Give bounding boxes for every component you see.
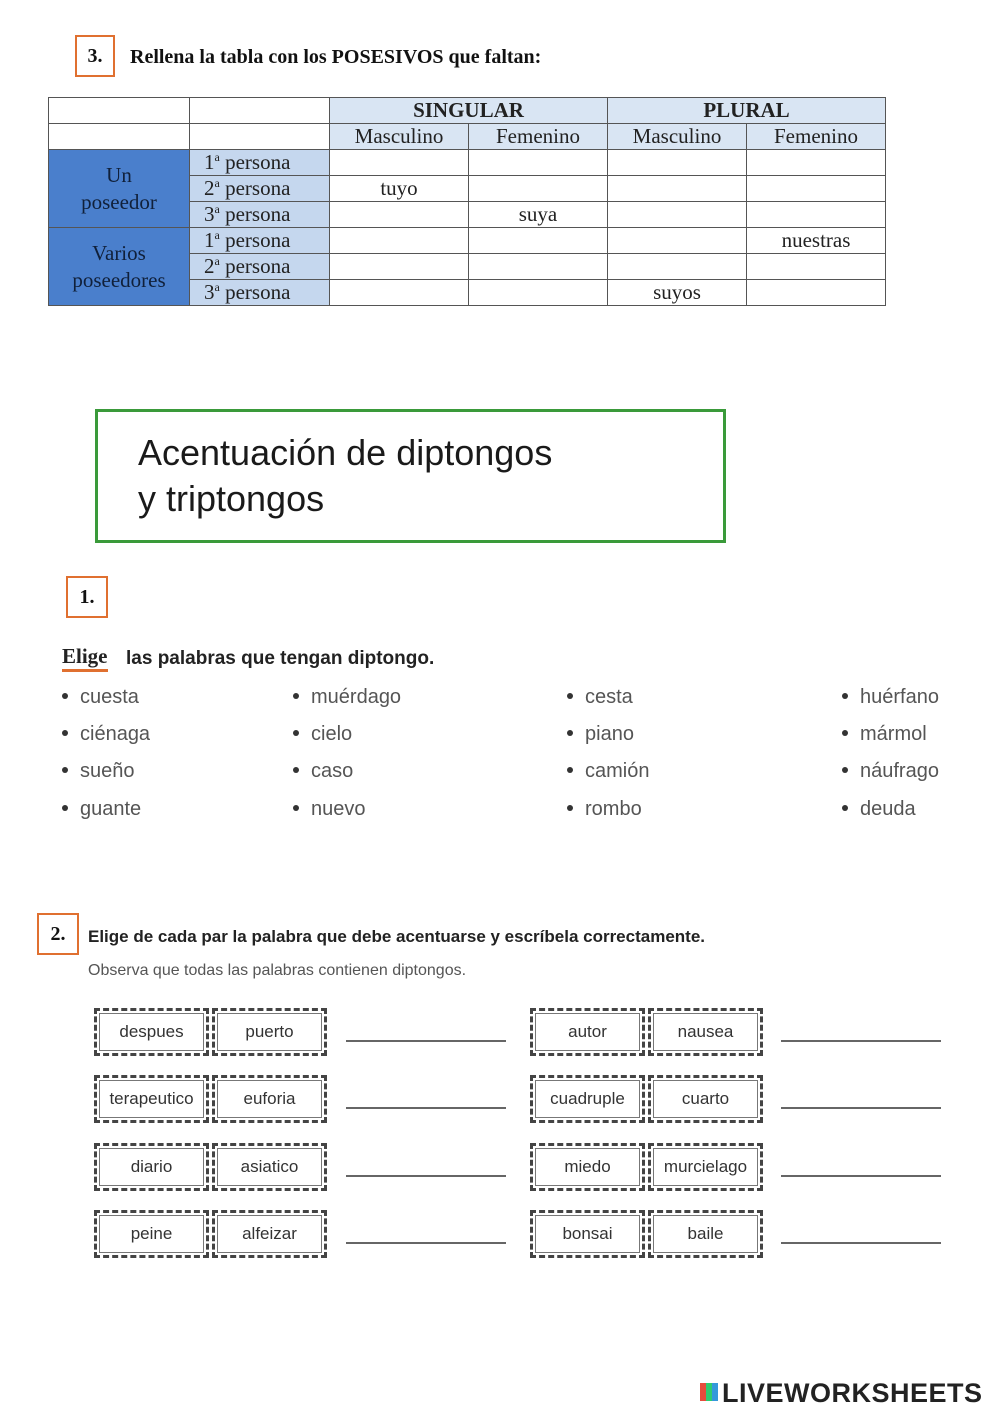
bullet-icon xyxy=(842,805,848,811)
word-box[interactable]: miedo xyxy=(530,1143,645,1191)
plur-masc-header: Masculino xyxy=(608,124,747,150)
word-box[interactable]: cuarto xyxy=(648,1075,763,1123)
table-cell[interactable] xyxy=(608,176,747,202)
group-un-poseedor: Un poseedor xyxy=(49,150,190,228)
persona-label: 3$^a$ persona xyxy=(190,280,330,306)
section-title-box xyxy=(95,409,726,543)
exercise-1-number: 1. xyxy=(66,576,108,618)
answer-line[interactable] xyxy=(346,1175,506,1177)
table-cell[interactable] xyxy=(469,150,608,176)
exercise-2-number: 2. xyxy=(37,913,79,955)
word-option[interactable]: cesta xyxy=(567,686,633,709)
table-cell[interactable] xyxy=(330,202,469,228)
persona-label: 2$^a$ persona xyxy=(190,254,330,280)
exercise-1-instruction: las palabras que tengan diptongo. xyxy=(126,648,435,669)
word-box[interactable]: asiatico xyxy=(212,1143,327,1191)
plur-fem-header: Femenino xyxy=(747,124,886,150)
bullet-icon xyxy=(842,730,848,736)
sing-masc-header: Masculino xyxy=(330,124,469,150)
table-cell[interactable] xyxy=(330,150,469,176)
sing-fem-header: Femenino xyxy=(469,124,608,150)
answer-line[interactable] xyxy=(781,1175,941,1177)
word-option[interactable]: deuda xyxy=(842,798,916,821)
answer-line[interactable] xyxy=(346,1107,506,1109)
bullet-icon xyxy=(293,767,299,773)
word-box[interactable]: puerto xyxy=(212,1008,327,1056)
exercise-2-note: Observa que todas las palabras contienen diptongos. xyxy=(88,962,467,979)
answer-line[interactable] xyxy=(781,1040,941,1042)
persona-label: 1$^a$ persona xyxy=(190,150,330,176)
table-cell[interactable] xyxy=(469,228,608,254)
logo-text: LIVEWORKSHEETS xyxy=(722,1378,983,1408)
exercise-1-verb: Elige xyxy=(62,645,108,672)
bullet-icon xyxy=(62,767,68,773)
bullet-icon xyxy=(293,730,299,736)
bullet-icon xyxy=(293,693,299,699)
table-cell[interactable] xyxy=(469,280,608,306)
word-option[interactable]: ciénaga xyxy=(62,723,150,746)
table-cell[interactable] xyxy=(469,176,608,202)
word-box[interactable]: alfeizar xyxy=(212,1210,327,1258)
plural-header: PLURAL xyxy=(608,98,886,124)
bullet-icon xyxy=(62,693,68,699)
word-box[interactable]: autor xyxy=(530,1008,645,1056)
word-option[interactable]: mármol xyxy=(842,723,927,746)
bullet-icon xyxy=(62,730,68,736)
word-option[interactable]: náufrago xyxy=(842,760,939,783)
exercise-3-number: 3. xyxy=(75,35,115,77)
table-cell[interactable] xyxy=(330,254,469,280)
table-cell[interactable] xyxy=(608,228,747,254)
table-cell[interactable] xyxy=(330,228,469,254)
word-option[interactable]: sueño xyxy=(62,760,135,783)
bullet-icon xyxy=(567,805,573,811)
word-box[interactable]: euforia xyxy=(212,1075,327,1123)
bullet-icon xyxy=(567,767,573,773)
word-option[interactable]: caso xyxy=(293,760,353,783)
word-option[interactable]: piano xyxy=(567,723,634,746)
table-cell[interactable]: suyos xyxy=(608,280,747,306)
answer-line[interactable] xyxy=(781,1107,941,1109)
word-box[interactable]: baile xyxy=(648,1210,763,1258)
word-box[interactable]: peine xyxy=(94,1210,209,1258)
table-cell[interactable] xyxy=(747,202,886,228)
word-box[interactable]: bonsai xyxy=(530,1210,645,1258)
word-option[interactable]: rombo xyxy=(567,798,642,821)
table-cell[interactable] xyxy=(608,150,747,176)
word-option[interactable]: huérfano xyxy=(842,686,939,709)
word-box[interactable]: cuadruple xyxy=(530,1075,645,1123)
table-cell[interactable] xyxy=(747,254,886,280)
bullet-icon xyxy=(293,805,299,811)
section-title-line2: y triptongos xyxy=(138,478,325,519)
answer-line[interactable] xyxy=(346,1242,506,1244)
bullet-icon xyxy=(62,805,68,811)
table-cell[interactable] xyxy=(608,202,747,228)
word-option[interactable]: cielo xyxy=(293,723,352,746)
word-box[interactable]: diario xyxy=(94,1143,209,1191)
word-box[interactable]: despues xyxy=(94,1008,209,1056)
word-option[interactable]: cuesta xyxy=(62,686,139,709)
word-box[interactable]: murcielago xyxy=(648,1143,763,1191)
word-box[interactable]: terapeutico xyxy=(94,1075,209,1123)
bullet-icon xyxy=(567,730,573,736)
table-cell[interactable] xyxy=(747,176,886,202)
table-cell[interactable] xyxy=(747,280,886,306)
persona-label: 1$^a$ persona xyxy=(190,228,330,254)
answer-line[interactable] xyxy=(781,1242,941,1244)
possessives-table xyxy=(48,97,886,306)
table-cell[interactable] xyxy=(608,254,747,280)
word-box[interactable]: nausea xyxy=(648,1008,763,1056)
persona-label: 3$^a$ persona xyxy=(190,202,330,228)
bullet-icon xyxy=(567,693,573,699)
singular-header: SINGULAR xyxy=(330,98,608,124)
answer-line[interactable] xyxy=(346,1040,506,1042)
bullet-icon xyxy=(842,693,848,699)
bullet-icon xyxy=(842,767,848,773)
table-cell[interactable]: nuestras xyxy=(747,228,886,254)
table-cell[interactable] xyxy=(469,254,608,280)
exercise-3-title: Rellena la tabla con los POSESIVOS que faltan: xyxy=(130,46,542,68)
group-varios-poseedores: Varios poseedores xyxy=(49,228,190,306)
word-option[interactable]: muérdago xyxy=(293,686,401,709)
section-title-line1: Acentuación de diptongos xyxy=(138,432,553,473)
table-cell[interactable]: suya xyxy=(469,202,608,228)
word-option[interactable]: camión xyxy=(567,760,649,783)
exercise-2-instruction: Elige de cada par la palabra que debe acentuarse y escríbela correctamente. xyxy=(88,927,706,946)
logo-icon xyxy=(700,1383,718,1401)
table-cell[interactable]: tuyo xyxy=(330,176,469,202)
liveworksheets-logo xyxy=(700,1378,983,1409)
word-option[interactable]: guante xyxy=(62,798,141,821)
word-option[interactable]: nuevo xyxy=(293,798,366,821)
persona-label: 2$^a$ persona xyxy=(190,176,330,202)
table-cell[interactable] xyxy=(330,280,469,306)
table-cell[interactable] xyxy=(747,150,886,176)
